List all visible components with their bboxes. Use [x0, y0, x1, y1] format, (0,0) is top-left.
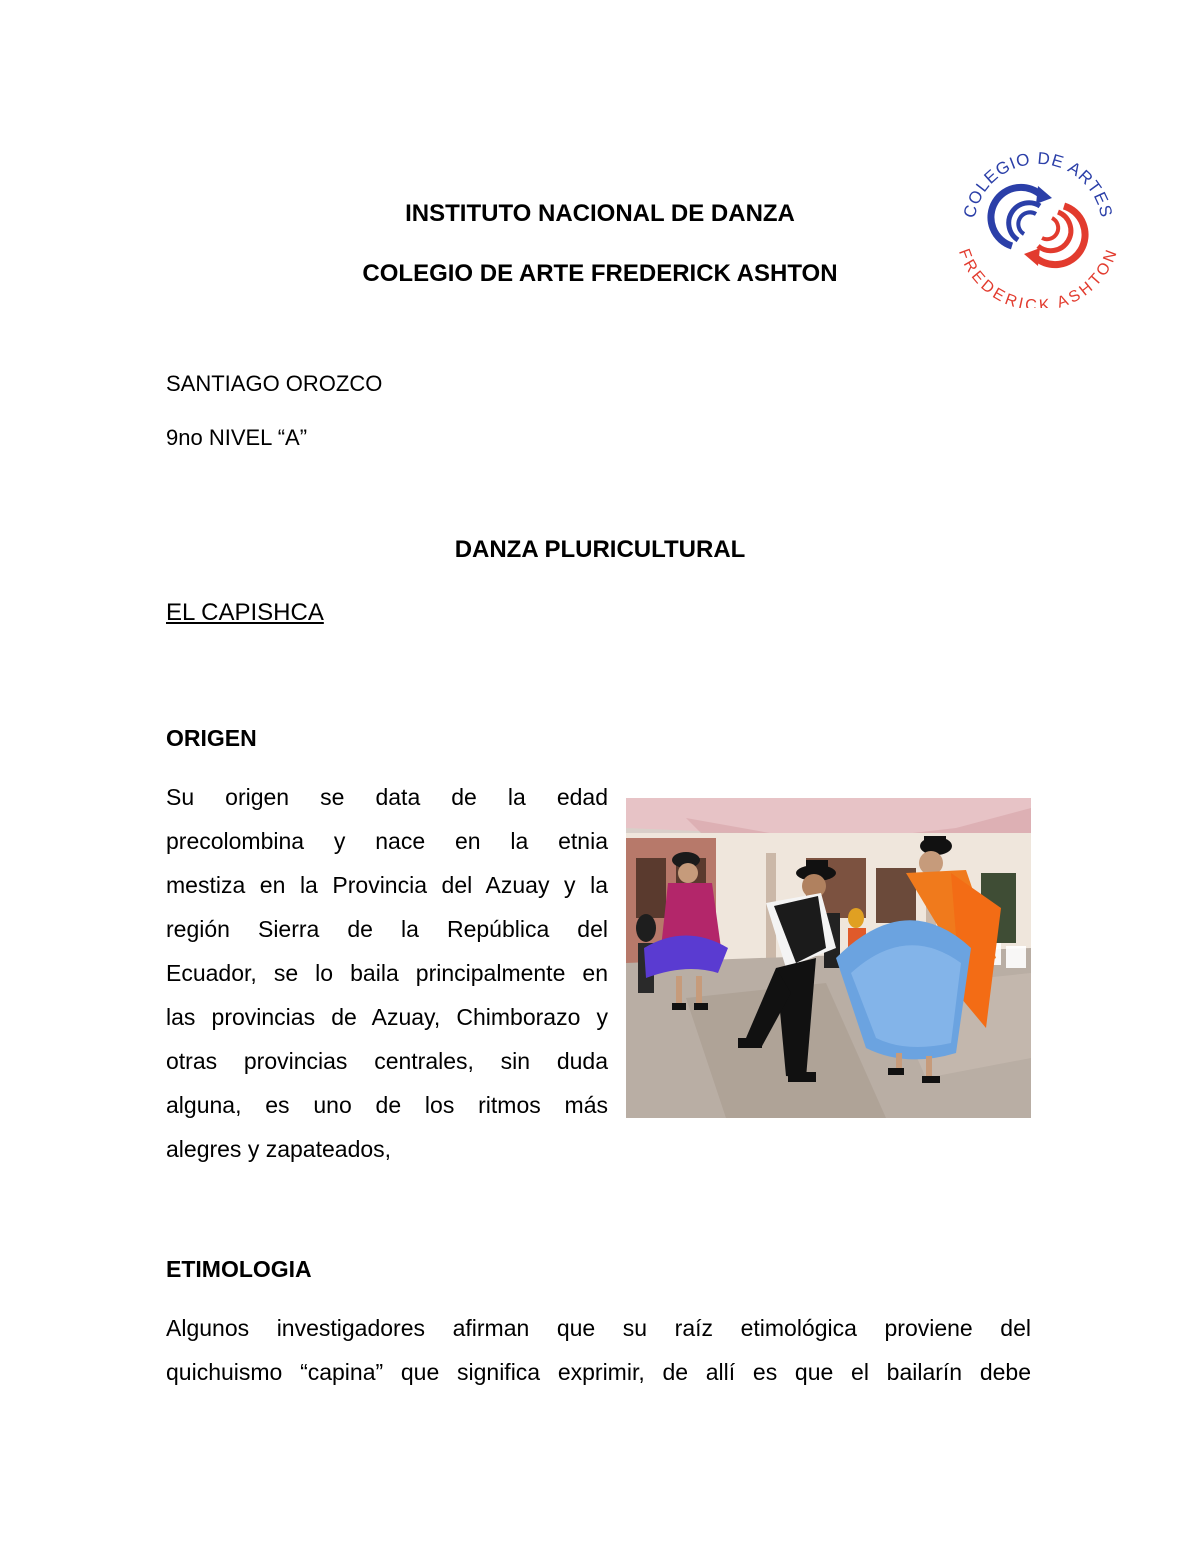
origin-line: Ecuador, se lo baila principalmente en — [166, 960, 608, 986]
origin-line: precolombina y nace en la etnia — [166, 828, 608, 854]
etymology-line: quichuismo “capina” que significa exprimir, de allí es que el bailarín debe — [166, 1359, 1031, 1385]
origin-paragraph — [166, 775, 608, 1171]
origin-line: mestiza en la Provincia del Azuay y la — [166, 872, 608, 898]
etymology-heading: ETIMOLOGIA — [166, 1256, 312, 1282]
dance-title: EL CAPISHCA — [166, 599, 324, 626]
origin-heading: ORIGEN — [166, 725, 257, 751]
etymology-line: Algunos investigadores afirman que su raíz etimológica proviene del — [166, 1315, 1031, 1341]
school-title: COLEGIO DE ARTE FREDERICK ASHTON — [362, 260, 838, 287]
institution-title: INSTITUTO NACIONAL DE DANZA — [405, 200, 795, 227]
origin-line: región Sierra de la República del — [166, 916, 608, 942]
origin-line: las provincias de Azuay, Chimborazo y — [166, 1004, 608, 1030]
origin-line: alguna, es uno de los ritmos más — [166, 1092, 608, 1118]
student-level: 9no NIVEL “A” — [166, 425, 308, 450]
logo-red-swirl — [1024, 206, 1085, 266]
origin-line: otras provincias centrales, sin duda — [166, 1048, 608, 1074]
school-logo — [952, 148, 1124, 308]
logo-bottom-text: FREDERICK ASHTON — [954, 246, 1122, 308]
origin-line: alegres y zapateados, — [166, 1136, 392, 1162]
etymology-paragraph — [166, 1306, 1031, 1394]
student-name: SANTIAGO OROZCO — [166, 371, 383, 396]
logo-top-text: COLEGIO DE ARTES — [959, 148, 1117, 220]
subject-title: DANZA PLURICULTURAL — [454, 536, 746, 563]
dancers-photo — [626, 798, 1031, 1118]
svg-text:COLEGIO DE ARTES — [960, 149, 1116, 220]
origin-line: Su origen se data de la edad — [166, 784, 608, 810]
